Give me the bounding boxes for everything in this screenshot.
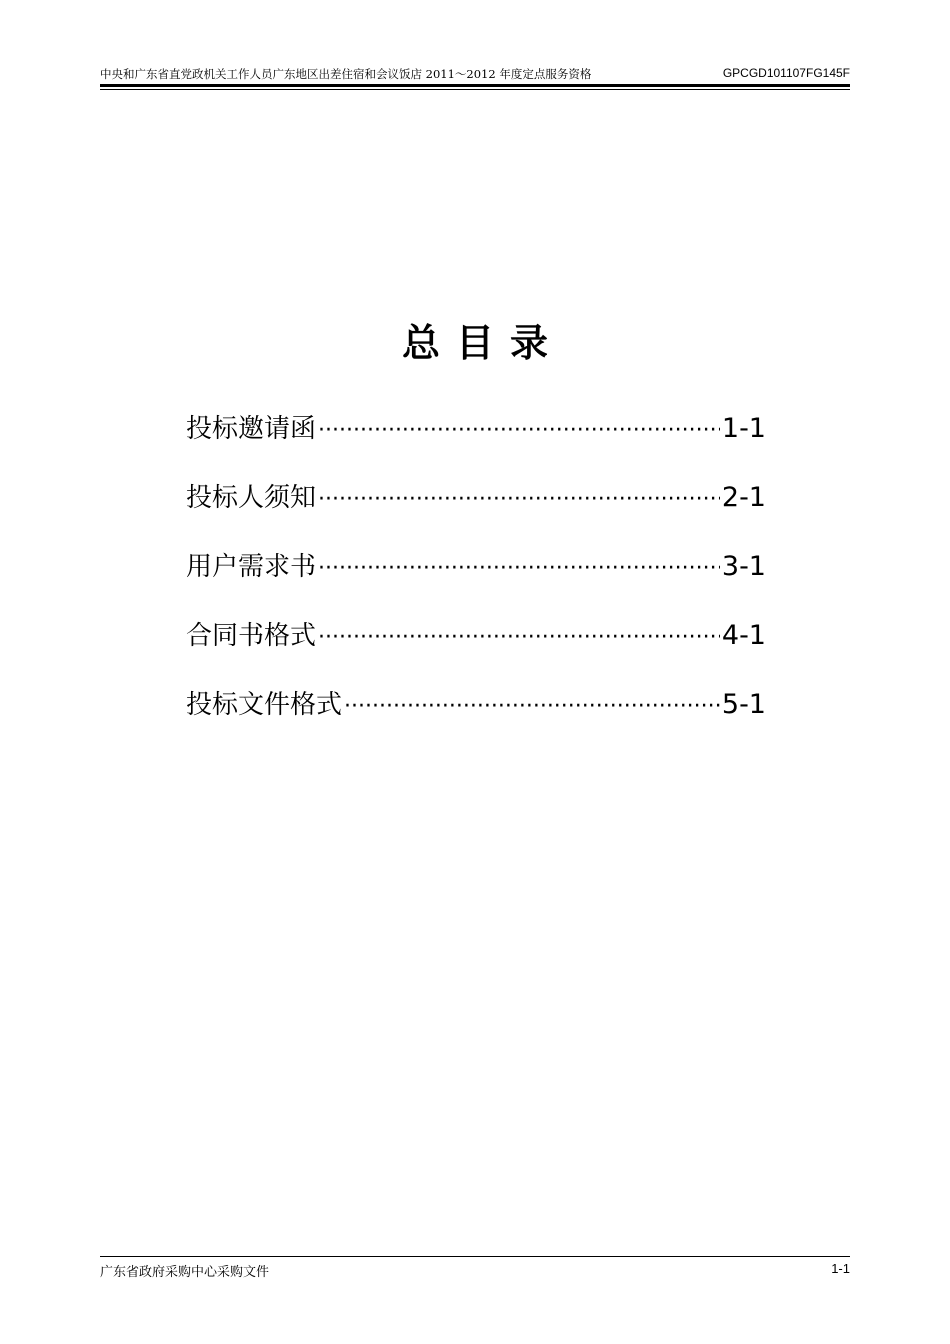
toc-entry-label: 投标邀请函 — [186, 414, 317, 444]
header-rule-thick — [100, 84, 850, 87]
toc-entry-label: 投标人须知 — [186, 483, 317, 513]
toc-dot-leader — [318, 625, 720, 650]
toc-entry-page: 1-1 — [721, 413, 766, 444]
toc-dot-leader — [318, 418, 720, 443]
toc-entry-label: 用户需求书 — [186, 552, 317, 582]
footer-page-number: 1-1 — [831, 1261, 850, 1276]
toc-dot-leader — [318, 556, 720, 581]
toc-entry-user-requirements[interactable] — [186, 546, 766, 615]
toc-dot-leader — [344, 694, 720, 719]
header-project-title: 中央和广东省直党政机关工作人员广东地区出差住宿和会议饭店 2011～2012 年度定点服务资格 — [100, 67, 592, 81]
toc-entry-page: 4-1 — [721, 620, 766, 651]
toc-dot-leader — [318, 487, 720, 512]
table-of-contents — [186, 408, 766, 753]
toc-entry-page: 2-1 — [721, 482, 766, 513]
toc-entry-label: 合同书格式 — [186, 621, 317, 651]
toc-entry-page: 5-1 — [721, 689, 766, 720]
toc-entry-contract-format[interactable] — [186, 615, 766, 684]
toc-entry-invitation[interactable] — [186, 408, 766, 477]
page-title: 总目录 — [401, 321, 564, 365]
footer-document-source: 广东省政府采购中心采购文件 — [100, 1265, 270, 1280]
header-document-code: GPCGD101107FG145F — [722, 66, 850, 80]
toc-entry-page: 3-1 — [721, 551, 766, 582]
header-rule-thin — [100, 89, 850, 90]
toc-entry-label: 投标文件格式 — [186, 690, 343, 720]
footer-rule — [100, 1256, 850, 1257]
toc-entry-bidder-instructions[interactable] — [186, 477, 766, 546]
toc-entry-bid-document-format[interactable] — [186, 684, 766, 753]
